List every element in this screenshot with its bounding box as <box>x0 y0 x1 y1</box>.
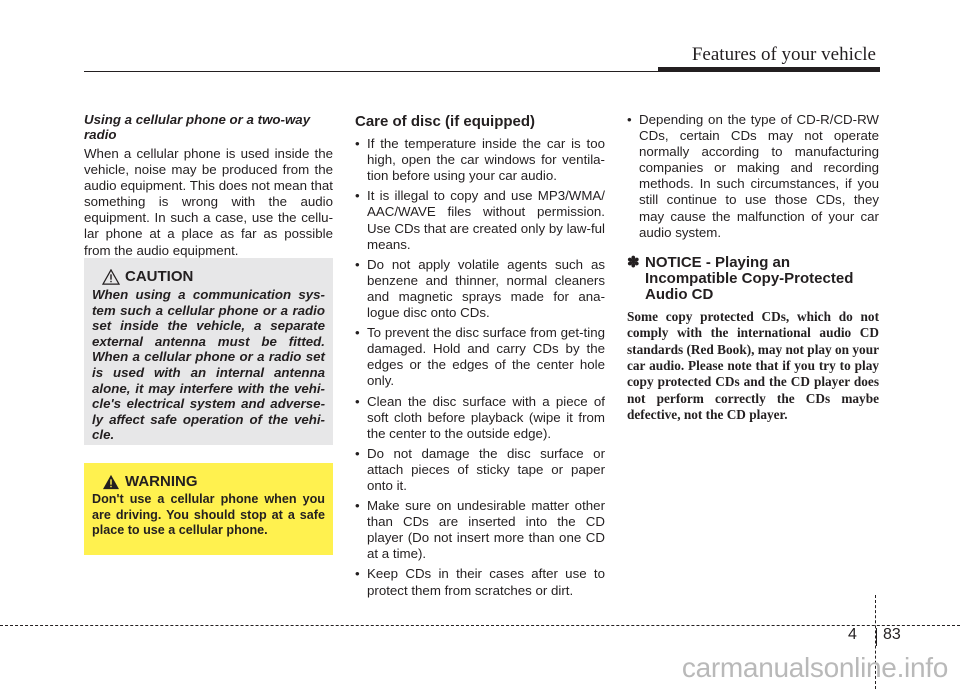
warning-box <box>84 463 333 555</box>
list-item <box>355 446 605 494</box>
notice-keyword: NOTICE - <box>645 253 711 271</box>
warning-text: Don't use a cellular phone when you are driving. You should stop at a safe place to use a cellular phone. <box>92 492 325 538</box>
caution-text: When using a communication sys-tem such a cellular phone or a radio set inside the vehicle, a separate external antenna must be fitted. When a cellular phone or a radio set is used with an internal antenna alone, it may interfere with the vehi-cle's electrical system and adverse-ly affect safe operation of the vehi-cle. <box>92 287 325 443</box>
list-item-text: Make sure on undesirable matter other than CDs are inserted into the CD player (Do not insert more than one CD at a time). <box>367 498 605 562</box>
bullet-icon: • <box>355 566 360 582</box>
warning-heading <box>102 473 325 490</box>
list-item-text: If the temperature inside the car is too high, open the car windows for ventila-tion before using your car audio. <box>367 136 605 184</box>
page-number-divider <box>876 628 877 646</box>
list-item-text: Clean the disc surface with a piece of soft cloth before playback (wipe it from the center to the outside edge). <box>367 393 605 441</box>
chapter-number: 4 <box>848 626 857 643</box>
header-rule-accent <box>658 67 880 72</box>
bullet-icon: • <box>355 188 360 204</box>
list-item-text: Depending on the type of CD-R/CD-RW CDs, certain CDs may not operate normally according to manufacturing companies or making and recording methods. In such circumstances, if you still continue to use those CDs, they may cause the malfunction of your car audio system. <box>639 112 879 240</box>
right-column <box>627 112 879 424</box>
disc-care-list <box>355 136 605 599</box>
bullet-icon: • <box>355 256 360 272</box>
middle-column <box>355 112 605 603</box>
list-item <box>627 112 879 241</box>
list-item-text: It is illegal to copy and use MP3/WMA/ AAC/WAVE files without permission. Use CDs that are created only by law-ful means. <box>367 188 605 252</box>
caution-heading <box>102 268 325 285</box>
notice-asterisk-icon: ✽ <box>627 253 640 271</box>
section-title-care-of-disc: Care of disc (if equipped) <box>355 113 536 130</box>
caution-triangle-icon <box>102 269 120 285</box>
bullet-icon: • <box>355 445 360 461</box>
list-item <box>355 325 605 389</box>
list-item-text: Keep CDs in their cases after use to protect them from scratches or dirt. <box>367 566 605 598</box>
list-item-text: Do not damage the disc surface or attach pieces of sticky tape or paper onto it. <box>367 445 605 493</box>
caution-box <box>84 258 333 445</box>
page-header-title: Features of your vehicle <box>691 44 876 65</box>
bullet-icon: • <box>627 112 632 127</box>
bullet-icon: • <box>355 325 360 341</box>
warning-label: WARNING <box>125 473 198 490</box>
notice-text: Some copy protected CDs, which do not comply with the international audio CD standards (Red Book), may not play on your car audio. Please note that if you try to play copy protected CDs and the CD player does not perform correctly the CDs maybe defective, not the CD player. <box>627 308 879 423</box>
cd-type-list <box>627 112 879 241</box>
list-item <box>355 257 605 321</box>
list-item <box>355 394 605 442</box>
list-item <box>355 188 605 252</box>
watermark: carmanualsonline.info <box>681 652 948 683</box>
list-item-text: To prevent the disc surface from get-ting damaged. Hold and carry CDs by the edges or the edges of the center hole only. <box>367 325 605 389</box>
caution-label: CAUTION <box>125 268 194 285</box>
notice-title: Playing an Incompatible Copy-Protected Audio CD <box>645 253 854 303</box>
left-column <box>84 112 333 259</box>
bullet-icon: • <box>355 393 360 409</box>
subheading-cellular: Using a cellular phone or a two-way radio <box>84 112 311 142</box>
cellular-paragraph: When a cellular phone is used inside the vehicle, noise may be produced from the audio equipment. This does not mean that something is wrong with the audio equipment. In such a case, use the cellu-lar phone at a place as far as possible from the audio equipment. <box>84 146 333 258</box>
list-item <box>355 566 605 598</box>
list-item <box>355 498 605 562</box>
warning-triangle-icon <box>102 474 120 490</box>
bullet-icon: • <box>355 498 360 514</box>
list-item <box>355 136 605 184</box>
footer-rule <box>0 625 960 626</box>
page-number: 83 <box>883 626 901 643</box>
notice-heading <box>627 255 879 303</box>
list-item-text: Do not apply volatile agents such as benzene and thinner, normal cleaners and magnetic sprays made for ana-logue disc onto CDs. <box>367 256 605 321</box>
bullet-icon: • <box>355 136 360 152</box>
